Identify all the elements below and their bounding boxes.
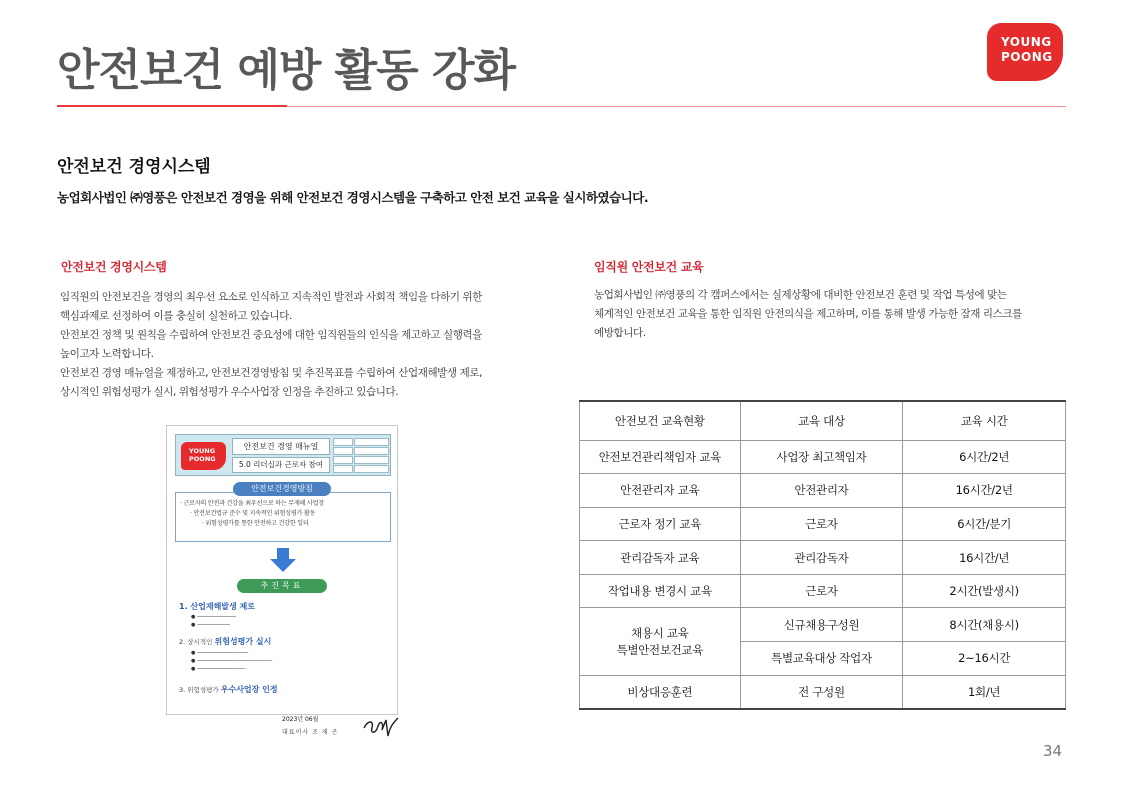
table-cell: 비상대응훈련 bbox=[580, 675, 741, 709]
policy-box bbox=[175, 492, 391, 542]
left-line: 높이고자 노력합니다. bbox=[60, 348, 154, 360]
table-cell: 16시간/년 bbox=[903, 541, 1066, 575]
table-header-cell: 교육 대상 bbox=[740, 401, 903, 440]
table-cell: 6시간/분기 bbox=[903, 507, 1066, 541]
table-header-cell: 교육 시간 bbox=[903, 401, 1066, 440]
left-line: 안전보건 정책 및 원칙을 수립하여 안전보건 중요성에 대한 임직원들의 인식을 제고하고 실행력을 bbox=[60, 329, 483, 341]
document-ceo: 대표이사 조 재 곤 bbox=[282, 729, 339, 736]
company-logo bbox=[987, 23, 1063, 81]
table-cell: 안전관리자 bbox=[740, 474, 903, 508]
table-cell: 사업장 최고책임자 bbox=[740, 440, 903, 474]
policy-line: · 안전보건법규 준수 및 지속적인 위험성평가 활동 bbox=[190, 510, 316, 517]
left-subheading: 안전보건 경영시스템 bbox=[61, 260, 167, 274]
table-row bbox=[580, 474, 1066, 508]
table-cell: 안전보건관리책임자 교육 bbox=[580, 440, 741, 474]
table-row bbox=[580, 507, 1066, 541]
table-cell: 작업내용 변경시 교육 bbox=[580, 574, 741, 608]
goal-bullet: ● ───────────── bbox=[191, 614, 237, 620]
meta-cell bbox=[333, 456, 353, 464]
document-date: 2023년 06월 bbox=[282, 716, 319, 723]
document-logo bbox=[181, 442, 226, 470]
table-merged-cell bbox=[580, 608, 741, 675]
table-cell: 근로자 bbox=[740, 574, 903, 608]
document-title: 안전보건 경영 매뉴얼 bbox=[232, 438, 330, 455]
document-subtitle: 5.0 리더십과 근로자 참여 bbox=[232, 457, 330, 473]
page-title: 안전보건 예방 활동 강화 bbox=[57, 45, 515, 96]
goal-bullet: ● ─────────── bbox=[191, 622, 231, 628]
down-arrow-icon bbox=[270, 548, 296, 572]
left-body-text bbox=[60, 288, 536, 402]
policy-document-image bbox=[166, 425, 398, 715]
section-description: 농업회사법인 ㈜영풍은 안전보건 경영을 위해 안전보건 경영시스템을 구축하고 안전 보건 교육을 실시하였습니다. bbox=[57, 190, 649, 205]
meta-cell bbox=[354, 447, 389, 455]
left-line: 임직원의 안전보건을 경영의 최우선 요소로 인식하고 지속적인 발전과 사회적 책임을 다하기 위한 bbox=[60, 291, 483, 303]
table-header-row bbox=[580, 401, 1066, 440]
document-logo-line-2: POONG bbox=[189, 455, 216, 463]
table-row bbox=[580, 574, 1066, 608]
right-line: 체계적인 안전보건 교육을 통한 임직원 안전의식을 제고하며, 이를 통해 발생 가능한 잠재 리스크를 bbox=[594, 308, 1022, 320]
goal-2-prefix: 2. 상시적인 bbox=[179, 638, 213, 646]
policy-banner: 안전보건경영방침 bbox=[233, 482, 331, 496]
signature-image bbox=[362, 716, 400, 740]
goal-2 bbox=[179, 636, 271, 647]
table-cell: 관리감독자 교육 bbox=[580, 541, 741, 575]
policy-line: · 근로자의 안전과 건강을 최우선으로 하는 무재해 사업장 bbox=[180, 500, 324, 507]
table-cell: 관리감독자 bbox=[740, 541, 903, 575]
document-logo-line-1: YOUNG bbox=[189, 447, 216, 455]
left-line: 안전보건 경영 매뉴얼을 제정하고, 안전보건경영방침 및 추진목표를 수립하여 산업재해발생 제로, bbox=[60, 367, 483, 379]
table-cell: 8시간(채용시) bbox=[903, 608, 1066, 642]
title-divider-accent bbox=[57, 105, 287, 107]
table-cell: 특별교육대상 작업자 bbox=[740, 642, 903, 676]
right-subheading: 임직원 안전보건 교육 bbox=[594, 260, 704, 274]
document-meta-grid bbox=[333, 438, 389, 473]
page-number: 34 bbox=[1043, 742, 1063, 760]
goal-2-emphasis: 위험성평가 실시 bbox=[214, 637, 272, 646]
table-row bbox=[580, 440, 1066, 474]
table-cell: 근로자 정기 교육 bbox=[580, 507, 741, 541]
table-cell: 16시간/2년 bbox=[903, 474, 1066, 508]
section-title: 안전보건 경영시스템 bbox=[57, 157, 211, 177]
merged-label-1: 채용시 교육 bbox=[631, 625, 689, 640]
policy-line: · 위험성평가를 통한 안전하고 건강한 일터 bbox=[202, 520, 309, 527]
goal-bullet: ● ───────────────────────── bbox=[191, 658, 273, 664]
logo-line-1: YOUNG bbox=[1001, 35, 1052, 49]
goal-3-prefix: 3. 위험성평가 bbox=[179, 686, 219, 694]
table-cell: 안전관리자 교육 bbox=[580, 474, 741, 508]
meta-cell bbox=[354, 438, 389, 446]
right-body-text bbox=[594, 286, 1072, 343]
table-row bbox=[580, 608, 1066, 642]
goal-bullet: ● ───────────────── bbox=[191, 650, 249, 656]
goal-banner: 추진목표 bbox=[237, 579, 327, 593]
meta-cell bbox=[333, 447, 353, 455]
table-cell: 2~16시간 bbox=[903, 642, 1066, 676]
meta-cell bbox=[354, 465, 389, 473]
goal-bullet: ● ──────────────── bbox=[191, 666, 246, 672]
logo-line-2: POONG bbox=[1001, 50, 1053, 64]
goal-3 bbox=[179, 684, 278, 695]
table-header-cell: 안전보건 교육현황 bbox=[580, 401, 741, 440]
table-cell: 신규채용구성원 bbox=[740, 608, 903, 642]
goal-1: 1. 산업재해발생 제로 bbox=[179, 602, 255, 611]
table-row bbox=[580, 675, 1066, 709]
education-table bbox=[579, 400, 1066, 710]
merged-label-2: 특별안전보건교육 bbox=[616, 642, 704, 657]
table-cell: 2시간(발생시) bbox=[903, 574, 1066, 608]
meta-cell bbox=[354, 456, 389, 464]
table-cell: 6시간/2년 bbox=[903, 440, 1066, 474]
right-line: 예방합니다. bbox=[594, 327, 646, 339]
left-line: 상시적인 위험성평가 실시, 위험성평가 우수사업장 인정을 추진하고 있습니다. bbox=[60, 386, 399, 398]
table-cell: 근로자 bbox=[740, 507, 903, 541]
table-row bbox=[580, 541, 1066, 575]
left-line: 핵심과제로 선정하여 이를 충실히 실천하고 있습니다. bbox=[60, 310, 292, 322]
meta-cell bbox=[333, 438, 353, 446]
document-header bbox=[175, 434, 391, 476]
meta-cell bbox=[333, 465, 353, 473]
right-line: 농업회사법인 ㈜영풍의 각 캠퍼스에서는 실제상황에 대비한 안전보건 훈련 및 작업 특성에 맞는 bbox=[594, 289, 1007, 301]
goal-3-emphasis: 우수사업장 인정 bbox=[220, 685, 278, 694]
table-cell: 1회/년 bbox=[903, 675, 1066, 709]
table-cell: 전 구성원 bbox=[740, 675, 903, 709]
